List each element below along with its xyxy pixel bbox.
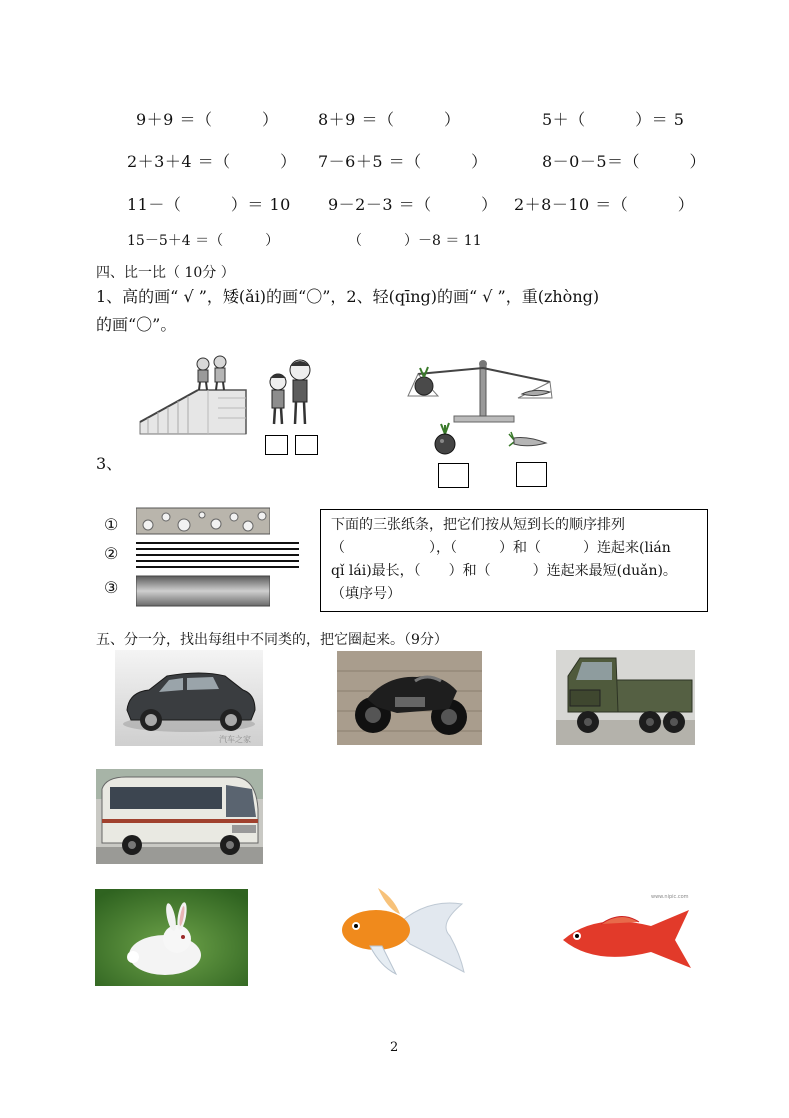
- two-boys-icon: [260, 356, 320, 432]
- equation-1-1: 9＋9 ＝（ ）: [136, 110, 279, 129]
- section-5-title: 五、分一分，找出每组中不同类的，把它圈起来。（9分）: [96, 632, 448, 648]
- equation-2-1: 2＋3＋4 ＝（ ）: [127, 152, 297, 171]
- page-number: 2: [390, 1040, 399, 1055]
- strip-question-line4: （填序号）: [331, 586, 401, 602]
- section-4-instruction-line2: 的画“〇”。: [96, 315, 177, 334]
- equation-2-2: 7－6＋5 ＝（ ）: [318, 152, 488, 171]
- children-on-slide-icon: [138, 352, 248, 436]
- equation-3-1: 11－（ ）＝ 10: [127, 195, 291, 214]
- watermark: www.nipic.com: [651, 894, 689, 900]
- equation-1-3: 5＋（ ）＝ 5: [542, 110, 685, 129]
- balance-scale-icon: [404, 352, 562, 430]
- question-3-label: 3、: [96, 454, 123, 473]
- goldfish-image[interactable]: [334, 884, 470, 980]
- strip-label-2: ②: [104, 544, 119, 563]
- strip-question-line3: qǐ lái)最长，（ ）和（ ）连起来最短(duǎn)。: [331, 563, 677, 579]
- red-fish-image[interactable]: [555, 890, 695, 986]
- answer-box-radish[interactable]: [438, 463, 469, 488]
- strip-label-1: ①: [104, 515, 119, 534]
- strip-question-line1: 下面的三张纸条，把它们按从短到长的顺序排列: [331, 517, 625, 533]
- suv-car-image[interactable]: [115, 650, 263, 746]
- paper-strip-2-striped: [136, 540, 299, 570]
- military-truck-image[interactable]: [556, 650, 695, 745]
- car-watermark: 汽车之家: [219, 735, 251, 744]
- equation-4-1: 15－5＋4 ＝（ ）: [127, 233, 280, 249]
- paper-strip-3-gray: [136, 575, 270, 607]
- equation-3-2: 9－2－3 ＝（ ）: [328, 195, 498, 214]
- answer-box-tall-boy[interactable]: [295, 435, 318, 455]
- minibus-image[interactable]: [96, 769, 263, 864]
- rabbit-image[interactable]: [95, 889, 248, 986]
- equation-4-2: （ ）－8 ＝ 11: [348, 233, 482, 249]
- equation-3-3: 2＋8－10 ＝（ ）: [514, 195, 695, 214]
- carrot-icon: [508, 430, 548, 452]
- answer-box-short-boy[interactable]: [265, 435, 288, 455]
- strip-question-box: [320, 509, 708, 612]
- strip-question-line2: （ ），（ ）和（ ）连起来(lián: [331, 540, 671, 556]
- section-4-title: 四、比一比（ 10分 ）: [96, 265, 235, 281]
- equation-2-3: 8－0－5＝（ ）: [542, 152, 707, 171]
- radish-icon: [430, 422, 460, 456]
- motorcycle-image[interactable]: [337, 651, 482, 745]
- paper-strip-1-dotted: [136, 507, 270, 535]
- section-4-instruction-line1: 1、高的画“ √ ”，矮(ǎi)的画“〇”，2、轻(qīng)的画“ √ ”，重(zhòng): [96, 287, 600, 306]
- answer-box-carrot[interactable]: [516, 462, 547, 487]
- strip-label-3: ③: [104, 578, 119, 597]
- equation-1-2: 8＋9 ＝（ ）: [318, 110, 461, 129]
